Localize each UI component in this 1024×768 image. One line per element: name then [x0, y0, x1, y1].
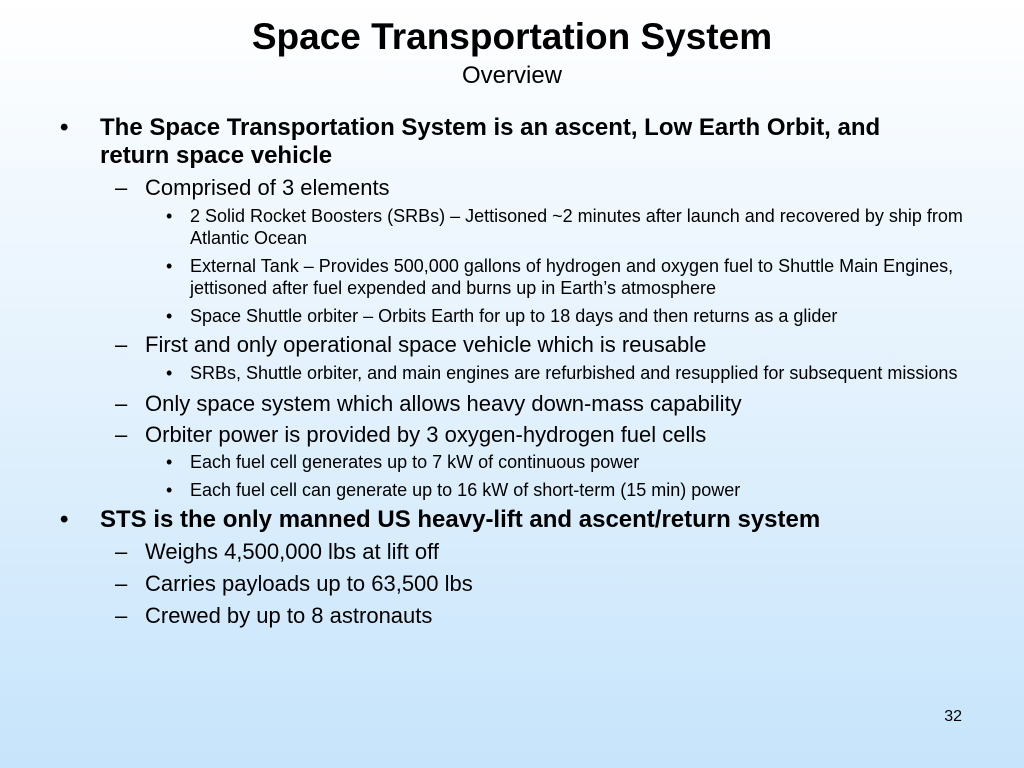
- page-number: 32: [944, 708, 962, 725]
- bullet-marker: •: [60, 506, 69, 533]
- item-continuous-power: [0, 451, 1024, 473]
- subbullet-text: Weighs 4,500,000 lbs at lift off: [145, 539, 439, 564]
- bullet-marker: •: [166, 363, 173, 383]
- bullet-marker: •: [166, 256, 173, 276]
- dash-marker: –: [115, 422, 128, 447]
- item-srbs: [0, 205, 1024, 249]
- item-orbiter: [0, 305, 1024, 327]
- subbullet-text: Orbiter power is provided by 3 oxygen-hydrogen fuel cells: [145, 422, 707, 447]
- bullet-heavy-lift: [0, 506, 1024, 534]
- subbullet-text: Carries payloads up to 63,500 lbs: [145, 571, 473, 596]
- dash-marker: –: [115, 332, 128, 357]
- subbullet-text: Comprised of 3 elements: [145, 175, 390, 200]
- bullet-marker: •: [166, 480, 173, 500]
- dash-marker: –: [115, 391, 128, 416]
- dash-marker: –: [115, 571, 128, 596]
- item-text: External Tank – Provides 500,000 gallons of hydrogen and oxygen fuel to Shuttle Main Engines, jettisoned after fuel expended and burns up in Earth’s atmosphere: [190, 256, 954, 298]
- bullet-marker: •: [166, 452, 173, 472]
- subbullet-crew: [0, 601, 1024, 630]
- bullet-marker: •: [166, 306, 173, 326]
- item-text: Each fuel cell can generate up to 16 kW of short-term (15 min) power: [190, 480, 741, 500]
- subbullet-payload: [0, 569, 1024, 598]
- item-text: Each fuel cell generates up to 7 kW of continuous power: [190, 452, 640, 472]
- subbullet-text: Only space system which allows heavy down-mass capability: [145, 391, 742, 416]
- subbullet-text: Crewed by up to 8 astronauts: [145, 603, 433, 628]
- slide-subtitle: Overview: [461, 62, 563, 89]
- item-text: Space Shuttle orbiter – Orbits Earth for up to 18 days and then returns as a glider: [190, 306, 838, 326]
- dash-marker: –: [115, 175, 128, 200]
- bullet-sts-overview: [0, 114, 1024, 170]
- subbullet-weight: [0, 537, 1024, 566]
- subbullet-text: First and only operational space vehicle which is reusable: [145, 332, 707, 357]
- subbullet-down-mass: [0, 389, 1024, 418]
- item-short-term-power: [0, 479, 1024, 501]
- slide-title: Space Transportation System: [251, 16, 773, 57]
- subbullet-comprised-elements: [0, 173, 1024, 202]
- slide-content: [0, 114, 1024, 630]
- item-text: 2 Solid Rocket Boosters (SRBs) – Jettisoned ~2 minutes after launch and recovered by ship from Atlantic Ocean: [190, 206, 963, 248]
- bullet-text: The Space Transportation System is an ascent, Low Earth Orbit, and return space vehicle: [100, 114, 881, 169]
- subbullet-fuel-cells: [0, 420, 1024, 449]
- item-text: SRBs, Shuttle orbiter, and main engines are refurbished and resupplied for subsequent missions: [190, 363, 958, 383]
- item-external-tank: [0, 255, 1024, 299]
- bullet-marker: •: [166, 206, 173, 226]
- bullet-marker: •: [60, 114, 69, 141]
- subbullet-reusable: [0, 330, 1024, 359]
- item-refurbished: [0, 362, 1024, 384]
- dash-marker: –: [115, 603, 128, 628]
- dash-marker: –: [115, 539, 128, 564]
- bullet-text: STS is the only manned US heavy-lift and ascent/return system: [100, 506, 821, 533]
